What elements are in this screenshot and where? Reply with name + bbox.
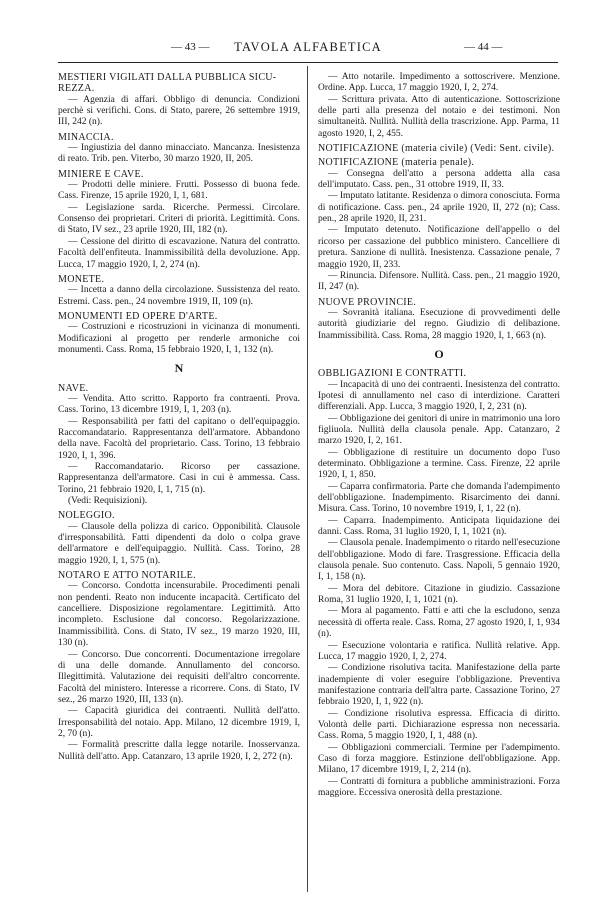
entry-heading: NOTIFICAZIONE (materia civile) (Vedi: Sent. civile). xyxy=(318,143,555,155)
section-letter: N xyxy=(174,361,184,376)
entry-item: — Clausola penale. Inadempimento o ritardo nell'esecuzione dell'obbligazione. Modo di fare. Trasgressione. Efficacia della clausola penale. Suo contenuto. Cass. Napoli, 5 gennaio 1920, I, 1, 158 (n). xyxy=(318,538,560,583)
entry-heading: MESTIERI VIGILATI DALLA PUBBLICA SICU- REZZA. xyxy=(58,72,277,95)
entry-heading: MONUMENTI ED OPERE D'ARTE. xyxy=(58,310,218,322)
index-entry xyxy=(58,274,300,308)
index-entry xyxy=(58,311,300,356)
entry-item: — Atto notarile. Impedimento a sottoscrivere. Menzione. Ordine. App. Lucca, 17 maggio 1920, I, 2, 274. xyxy=(318,72,560,94)
section-letter: O xyxy=(434,346,444,361)
index-entry xyxy=(58,510,300,567)
entry-heading: NAVE. xyxy=(58,382,89,394)
index-entry xyxy=(318,368,560,799)
right-column xyxy=(318,72,560,802)
entry-item: (Vedi: Requisizioni). xyxy=(68,496,148,507)
index-entry xyxy=(58,72,300,129)
entry-item: — Clausole della polizza di carico. Opponibilità. Clausole d'irresponsabilità. Fatti dipendenti da dolo o colpa grave dell'armatore e dell'equipaggio. Nullità. Cass. Torino, 28 maggio 1920, I, 1, 575 (n). xyxy=(58,521,300,566)
entry-item: — Obbligazione dei genitori di unire in matrimonio una loro figliuola. Nullità della clausola penale. App. Catanzaro, 2 marzo 1920, I, 2, 161. xyxy=(318,413,560,447)
entry-heading: MINACCIA. xyxy=(58,131,114,143)
entry-item: — Mora del debitore. Citazione in giudizio. Cassazione Roma, 31 luglio 1920, I, 1, 1021 (n). xyxy=(318,583,560,606)
entry-item: — Sovranità italiana. Esecuzione di provvedimenti delle autorità giudiziarie del regno. Giudizio di delibazione. Inammissibilità. Cass. Roma, 28 maggio 1920, I, 1, 663 (n). xyxy=(318,307,560,341)
entry-item: — Cessione del diritto di escavazione. Natura del contratto. Facoltà dell'enfiteuta. Inammissibilità della devoluzione. App. Lucca, 17 maggio 1920, I, 2, 274 (n). xyxy=(58,236,300,270)
entry-item: — Condizione risolutiva espressa. Efficacia di diritto. Volontà delle parti. Dichiarazione espressa non necessaria. Cass. Roma, 5 maggio 1920, I, 1, 488 (n). xyxy=(318,708,560,742)
header-rule xyxy=(58,62,558,63)
entry-item: — Rinuncia. Difensore. Nullità. Cass. pen., 21 maggio 1920, II, 247 (n). xyxy=(318,270,560,293)
entry-item: — Obbligazioni commerciali. Termine per l'adempimento. Caso di forza maggiore. Estinzione dell'obbligazione. App. Milano, 17 dicembre 1919, I, 2, 214 (n). xyxy=(318,742,560,776)
entry-item: — Concorso. Condotta incensurabile. Procedimenti penali non pendenti. Reato non inducente incapacità. Certificato del cancelliere. Disposizione regolamentare. Legittimità. Atto incompleto. Esclusione dal concorso. Regolarizzazione. Inammissibilità. Cons. di Stato, IV sez., 19 marzo 1920, III, 130 (n). xyxy=(58,581,300,649)
entry-item: — Esecuzione volontaria e ratifica. Nullità relative. App. Lucca, 17 maggio 1920, I, 2, 274. xyxy=(318,640,560,662)
entry-item: — Caparra. Inadempimento. Anticipata liquidazione dei danni. Cass. Roma, 31 luglio 1920, I, 1, 1021 (n). xyxy=(318,515,560,538)
column-divider xyxy=(307,66,308,892)
index-entry xyxy=(318,297,560,342)
entry-item: — Condizione risolutiva tacita. Manifestazione della parte inadempiente di voler eseguire l'obbligazione. Preventiva manifestazione contraria dell'altra parte. Cassazione Torino, 27 febbraio 1920, I, 1, 922 (n). xyxy=(318,663,560,708)
entry-heading: MINIERE E CAVE. xyxy=(58,168,144,180)
entry-item: — Responsabilità per fatti del capitano o dell'equipaggio. Raccomandatario. Rappresentanza dell'armatore. Abbandono della nave. Facoltà del proprietario. Cass. Torino, 13 febbraio 1920, I, 1, 396. xyxy=(58,416,300,461)
entry-heading: MONETE. xyxy=(58,273,105,285)
index-entry xyxy=(58,383,300,508)
index-entry xyxy=(318,157,560,293)
entry-heading: NOTIFICAZIONE (materia penale). xyxy=(318,157,475,169)
entry-item: — Legislazione sarda. Ricerche. Permessi. Circolare. Consenso dei proprietari. Criteri di priorità. Legittimità. Cons. di Stato, IV sez., 23 aprile 1920, III, 182 (n). xyxy=(58,202,300,236)
index-entry xyxy=(318,72,560,140)
entry-item: — Prodotti delle miniere. Frutti. Possesso di buona fede. Cass. Firenze, 15 aprile 1920, I, 1, 681. xyxy=(58,180,300,202)
entry-item: — Concorso. Due concorrenti. Documentazione irregolare di una delle domande. Annullamento del concorso. Illegittimità. Valutazione dei requisiti dell'altro concorrente. Facoltà del ministero. Interesse a ricorrere. Cons. di Stato, IV sez., 26 marzo 1920, III, 133 (n). xyxy=(58,649,300,705)
entry-item: — Imputato latitante. Residenza o dimora conosciuta. Forma di notificazione. Cass. pen., 24 aprile 1920, II, 272 (n); Cass. pen., 28 aprile 1920, II, 231. xyxy=(318,191,560,225)
index-entry xyxy=(58,169,300,271)
entry-item: — Vendita. Atto scritto. Rapporto fra contraenti. Prova. Cass. Torino, 13 dicembre 1919, I, 1, 203 (n). xyxy=(58,393,300,416)
page-header xyxy=(58,40,558,58)
entry-item: — Formalità prescritte dalla legge notarile. Inosservanza. Nullità dell'atto. App. Catanzaro, 13 aprile 1920, I, 2, 272 (n). xyxy=(58,740,300,762)
entry-heading: NUOVE PROVINCIE. xyxy=(318,296,417,308)
entry-item: — Consegna dell'atto a persona addetta alla casa dell'imputato. Cass. pen., 31 ottobre 1919, II, 33. xyxy=(318,168,560,191)
entry-item: — Raccomandatario. Ricorso per cassazione. Rappresentanza dell'armatore. Casi in cui è ammessa. Cass. Torino, 21 febbraio 1920, I, 1, 715 (n). xyxy=(58,462,300,495)
page-number-right: — 44 — xyxy=(464,41,503,53)
entry-item: — Contratti di fornitura a pubbliche amministrazioni. Forza maggiore. Eccessiva onerosità della prestazione. xyxy=(318,776,560,798)
entry-item: — Mora al pagamento. Fatti e atti che la escludono, senza necessità di offerta reale. Cass. Roma, 27 agosto 1920, I, 1, 934 (n). xyxy=(318,606,560,640)
index-entry xyxy=(58,132,300,166)
entry-item: — Obbligazione di restituire un documento dopo l'uso determinato. Obbligazione a termine. Cass. Firenze, 22 aprile 1920, I, 1, 850. xyxy=(318,447,560,481)
page-number-left: — 43 — xyxy=(171,41,210,53)
entry-item: — Incapacità di uno dei contraenti. Inesistenza del contratto. Ipotesi di annullamento nel caso di interdizione. Caratteri differenziali. App. Lucca, 3 maggio 1920, I, 2, 231 (n). xyxy=(318,379,560,413)
entry-item: — Scrittura privata. Atto di autenticazione. Sottoscrizione delle parti alla presenza del notaio e dei testimoni. Non simultaneità. Nullità. Nullità della trascrizione. App. Parma, 11 agosto 1920, I, 2, 455. xyxy=(318,94,560,139)
index-entry xyxy=(318,143,560,154)
entry-heading: OBBLIGAZIONI E CONTRATTI. xyxy=(318,368,467,380)
index-entry xyxy=(58,570,300,763)
left-column xyxy=(58,72,300,766)
entry-item: — Imputato detenuto. Notificazione dell'appello o del ricorso per cassazione del pubblico ministero. Cancelliere di pretura. Sanzione di nullità. Inesistenza. Cassazione penale, 7 maggio 1920, II, 233. xyxy=(318,225,560,270)
entry-item: — Incetta a danno della circolazione. Sussistenza del reato. Estremi. Cass. pen., 24 novembre 1919, II, 109 (n). xyxy=(58,285,300,307)
entry-item: — Caparra confirmatoria. Parte che domanda l'adempimento dell'obbligazione. Inadempimento. Risarcimento dei danni. Misura. Cass. Torino, 10 novembre 1919, I, 1, 22 (n). xyxy=(318,481,560,515)
entry-heading: NOLEGGIO. xyxy=(58,510,115,522)
entry-heading: NOTARO E ATTO NOTARILE. xyxy=(58,570,196,582)
entry-item: — Agenzia di affari. Obbligo di denuncia. Condizioni perchè si verifichi. Cons. di Stato, parere, 26 settembre 1919, III, 242 (n). xyxy=(58,94,300,128)
entry-item: — Capacità giuridica dei contraenti. Nullità dell'atto. Irresponsabilità del notaio. App. Milano, 12 dicembre 1919, I, 2, 70 (n). xyxy=(58,706,300,739)
entry-item: — Ingiustizia del danno minacciato. Mancanza. Inesistenza di reato. Trib. pen. Viterbo, 30 marzo 1920, II, 205. xyxy=(58,143,300,165)
page-title: TAVOLA ALFABETICA xyxy=(234,40,382,54)
entry-item: — Costruzioni e ricostruzioni in vicinanza di monumenti. Modificazioni al progetto per renderle armoniche coi monumenti. Cass. Roma, 15 febbraio 1920, I, 1, 132 (n). xyxy=(58,322,300,355)
